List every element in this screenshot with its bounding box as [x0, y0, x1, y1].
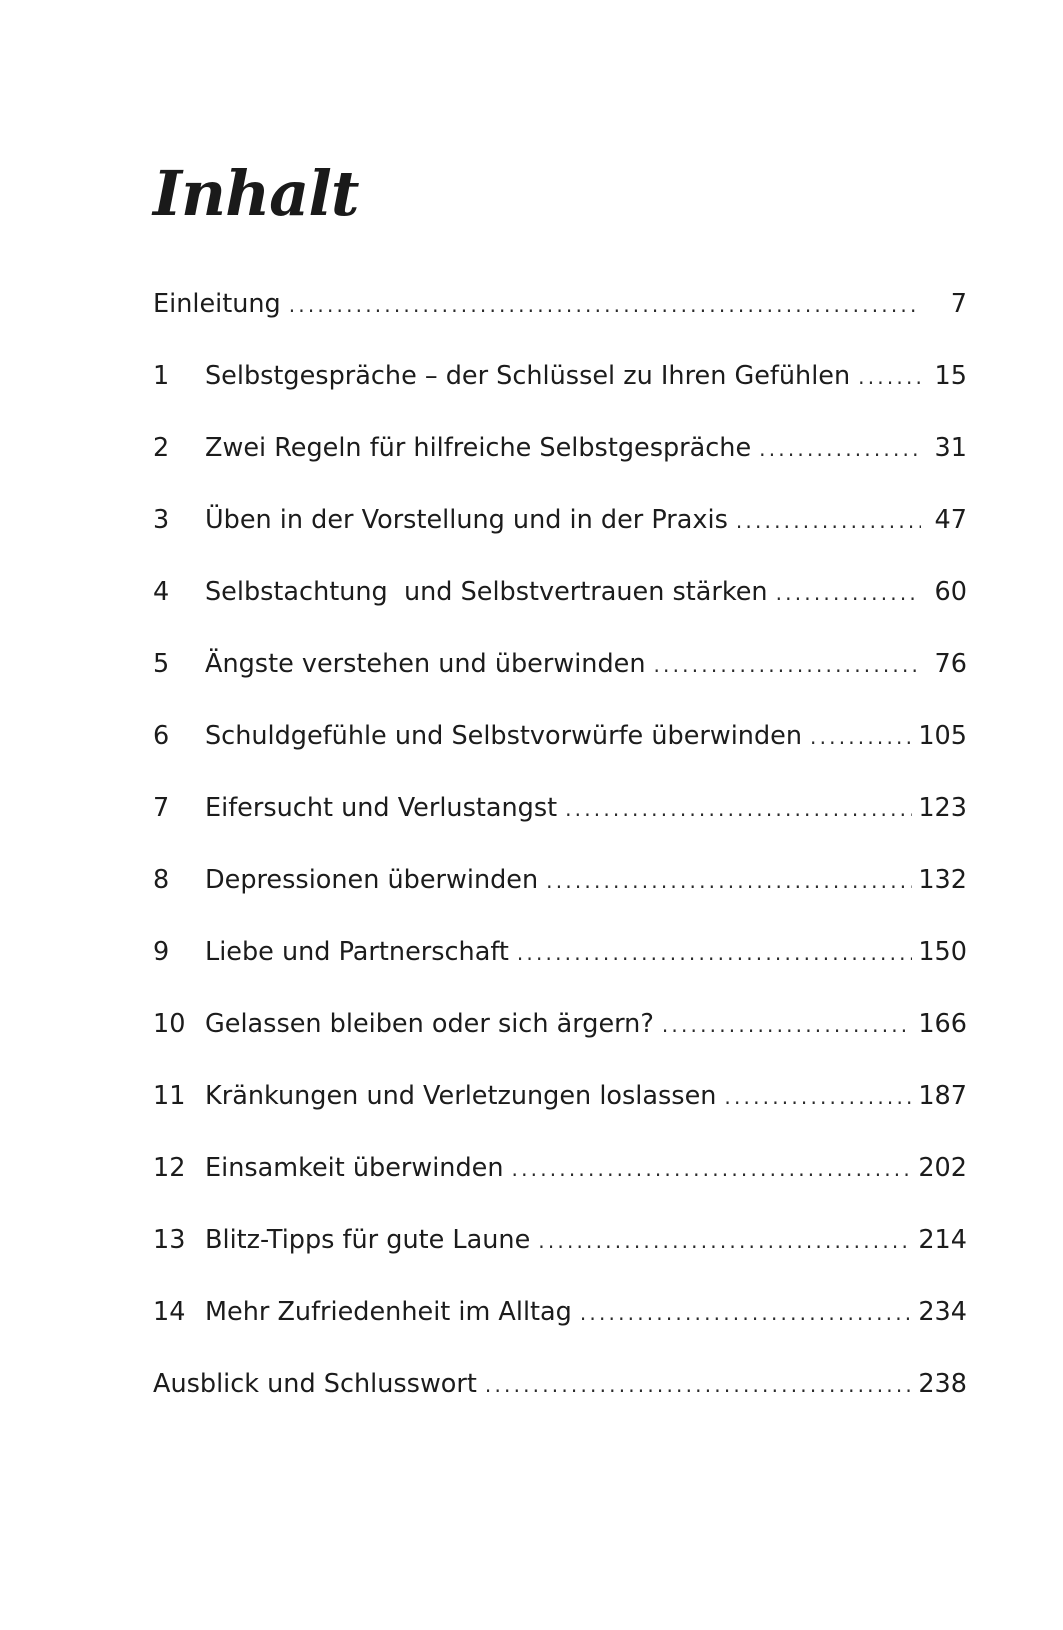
dot-leader — [580, 1291, 912, 1335]
toc-entry-page: 47 — [934, 505, 967, 535]
toc-entry-page: 105 — [918, 721, 967, 751]
toc-entry-page: 132 — [918, 865, 967, 895]
toc-entry-chapter-10 — [153, 1002, 967, 1074]
toc-entry-chapter-7 — [153, 786, 967, 858]
toc-entry-chapter-5 — [153, 642, 967, 714]
toc-entry-title: Selbstachtung und Selbstvertrauen stärken — [205, 577, 768, 607]
toc-entry-chapter-13 — [153, 1218, 967, 1290]
toc-entry-title: Zwei Regeln für hilfreiche Selbstgespräche — [205, 433, 752, 463]
dot-leader — [776, 571, 921, 615]
toc-entry-title: Einsamkeit überwinden — [205, 1153, 504, 1183]
toc-entry-page: 31 — [934, 433, 967, 463]
toc-entry-page: 7 — [950, 289, 967, 319]
dot-leader — [565, 787, 912, 831]
toc-entry-chapter-9 — [153, 930, 967, 1002]
toc-entry-chapter-14 — [153, 1290, 967, 1362]
toc-entry-number: 2 — [153, 433, 170, 463]
dot-leader — [538, 1219, 912, 1263]
toc-entry-intro — [153, 282, 967, 354]
toc-entry-page: 187 — [918, 1081, 967, 1111]
toc-entry-chapter-1 — [153, 354, 967, 426]
dot-leader — [517, 931, 912, 975]
toc-entry-chapter-11 — [153, 1074, 967, 1146]
toc-entry-chapter-2 — [153, 426, 967, 498]
toc-entry-page: 15 — [934, 361, 967, 391]
toc-entry-title: Eifersucht und Verlustangst — [205, 793, 558, 823]
toc-entry-title: Selbstgespräche – der Schlüssel zu Ihren Gefühlen — [205, 361, 851, 391]
toc-entry-title: Ausblick und Schlusswort — [153, 1369, 477, 1399]
toc-entry-number: 7 — [153, 793, 170, 823]
toc-entry-title: Üben in der Vorstellung und in der Praxis — [205, 505, 728, 535]
toc-entry-number: 5 — [153, 649, 170, 679]
toc-entry-page: 166 — [918, 1009, 967, 1039]
dot-leader — [724, 1075, 912, 1119]
toc-entry-number: 4 — [153, 577, 170, 607]
toc-entry-title: Blitz-Tipps für gute Laune — [205, 1225, 531, 1255]
toc-entry-number: 8 — [153, 865, 170, 895]
toc-entry-number: 13 — [153, 1225, 186, 1255]
toc-entry-number: 3 — [153, 505, 170, 535]
toc-entry-title: Mehr Zufriedenheit im Alltag — [205, 1297, 572, 1327]
toc-entry-page: 234 — [918, 1297, 967, 1327]
dot-leader — [662, 1003, 912, 1047]
toc-entry-page: 123 — [918, 793, 967, 823]
toc-entry-page: 214 — [918, 1225, 967, 1255]
toc-entry-title: Einleitung — [153, 289, 281, 319]
toc-entry-page: 150 — [918, 937, 967, 967]
toc-entry-chapter-3 — [153, 498, 967, 570]
toc-entry-page: 238 — [918, 1369, 967, 1399]
toc-entry-chapter-8 — [153, 858, 967, 930]
dot-leader — [485, 1363, 912, 1407]
toc-entry-page: 202 — [918, 1153, 967, 1183]
table-of-contents — [153, 282, 967, 1434]
dot-leader — [289, 283, 921, 327]
toc-entry-number: 11 — [153, 1081, 186, 1111]
toc-entry-chapter-6 — [153, 714, 967, 786]
toc-entry-number: 6 — [153, 721, 170, 751]
toc-entry-title: Depressionen überwinden — [205, 865, 539, 895]
dot-leader — [858, 355, 921, 399]
toc-entry-chapter-4 — [153, 570, 967, 642]
dot-leader — [546, 859, 912, 903]
toc-entry-title: Gelassen bleiben oder sich ärgern? — [205, 1009, 654, 1039]
toc-entry-number: 14 — [153, 1297, 186, 1327]
dot-leader — [654, 643, 922, 687]
toc-entry-page: 60 — [934, 577, 967, 607]
toc-entry-title: Liebe und Partnerschaft — [205, 937, 509, 967]
toc-entry-title: Ängste verstehen und überwinden — [205, 649, 646, 679]
toc-entry-title: Schuldgefühle und Selbstvorwürfe überwinden — [205, 721, 803, 751]
toc-entry-page: 76 — [934, 649, 967, 679]
toc-entry-outro — [153, 1362, 967, 1434]
dot-leader — [759, 427, 921, 471]
page-title: Inhalt — [153, 157, 359, 230]
dot-leader — [736, 499, 921, 543]
toc-entry-number: 10 — [153, 1009, 186, 1039]
toc-entry-number: 9 — [153, 937, 170, 967]
dot-leader — [810, 715, 912, 759]
toc-entry-number: 1 — [153, 361, 170, 391]
toc-entry-chapter-12 — [153, 1146, 967, 1218]
dot-leader — [512, 1147, 913, 1191]
toc-entry-title: Kränkungen und Verletzungen loslassen — [205, 1081, 717, 1111]
toc-entry-number: 12 — [153, 1153, 186, 1183]
